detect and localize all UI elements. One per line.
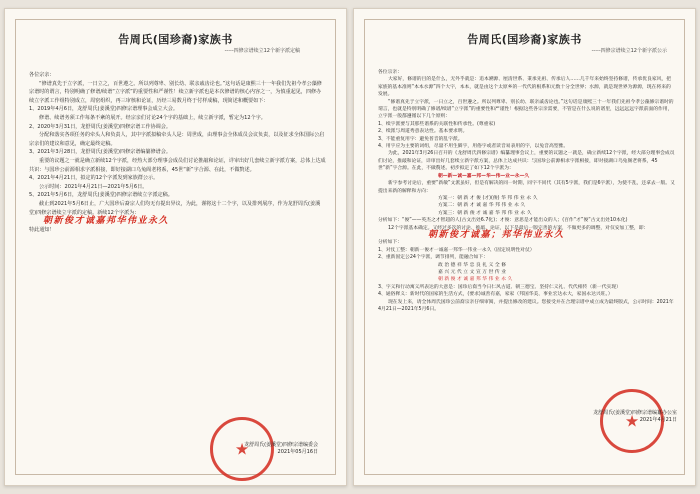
analysis-heading: 分析如下： — [378, 240, 402, 246]
name-row: 嘉 兴 元 代 立 文 宣 万 世 传 业 — [438, 269, 507, 275]
analysis-item: 3、字义和行动寓义所表达的大意是：国珍后裔当今日仁风古道、朝三德宝、坚持仁义礼、代代相传（新一代实现） — [378, 284, 621, 290]
list-item-detail: 修谱、续谱务须工作每条不紊的展开。经宗亲们讨论24个字的基础上，续立新字派，暂定为12个字。 — [39, 114, 266, 121]
principle-item: 2、续派与周道秀意表达性。基本要求明。 — [378, 129, 468, 135]
new-generation-names-banner: 朝新俊才诚嘉邦华伟业永久 — [43, 216, 170, 227]
principle-item: 3、不能重复用字：避免普音的乱字派。 — [378, 136, 463, 142]
greeting: 各位宗亲： — [29, 72, 55, 78]
analysis-item: 4、通俗释义：新时代的国家的生活方式，(要求)诚善有嘉，家家（邦国华美、事业宏达永大，家国永达兴旺。） — [378, 292, 613, 298]
paragraph: 新字参考讨论后，重要“新敏”文派虽好，但是有解决的同一时期，同字不同代（其有5字派，我们是6字派），为使不乱，还拿去一版。又提出来新的解释和方向： — [378, 181, 675, 194]
list-item-detail: 截止到2021年5月6日止，广大国珍后裔宗人们均无有提出异议，为此，谨将这十二个字，以及排列展序，作为龙舒周氏(姜溪堂)四修宗谱续立字派的定稿。新续12个字派为： — [29, 200, 321, 216]
signature-org: 龙舒周氏(姜溪堂)四修宗谱编委会 — [244, 442, 318, 448]
principle-item: 1、续字派要与其那些谱系的关联性和传承性。(尊重家) — [378, 121, 496, 127]
left-subtitle: -----四修宗谱续立12个新字派定稿 — [224, 48, 300, 54]
analysis: 分析如下：“俊”——英杰之才智超的人(古文出处6.7化)；才俊：意思是才能出众的人；(百作“才”俊“古文出处10本化) — [378, 218, 628, 224]
signature-org: 龙舒周氏(姜溪堂)四修宗谱编纂办公室 — [593, 410, 677, 416]
name-row: 政 治 德 祥 华 忠 良 礼 义 全 修 — [438, 262, 507, 268]
greeting: 各位宗亲： — [378, 70, 402, 75]
list-item-detail: 重要的议题之一就是确立新续12个字派，经热大部分理事会成员们讨论推敲和论证，详审出好几套续立新字派方案，总体上达成共识：与国珍公前源相求字派相接，即好接湖口乌兔阁老将系，45世“新”字合源、在此，不做赘述。 — [29, 157, 326, 173]
right-signature — [593, 409, 677, 423]
name-row-highlighted: 朝 新 俊 才 诚 嘉 邦 华 伟 业 永 久 — [438, 277, 513, 283]
final-generation-names-banner: 朝新俊才诚嘉；邦华伟业永久 — [428, 229, 565, 240]
paragraph: “修谱真先于立字派，一日立之，百世遵之。所以列尊卑、别长幼、联亲戚齿论也。”这句话是康熙三十一年我们先祖今孝公藻修宗谱时的谓言，特别明确了修谱/续谱“立字派”的重要性和严谨性！续立新字派也是本次修谱的核心内容之一，为慎重起见，四修办续立字派工作组特别成立，周密组织，再三审核和论证，历经三易数月终于付样成稿，现简述和概要如下： — [29, 80, 322, 104]
left-signature — [244, 441, 318, 455]
list-item: 5、2021年5月6日，龙舒周氏(姜溪堂)四修宗谱续立字派定稿。 — [29, 192, 173, 199]
list-item-detail: 分配和落实各项任务的牵头人和负责人，其中字派拟稿牵头人是：周世成，由理事会全体成员会议负责，以及征求全体国际公启宗亲们的建议和意见，确定最终定稿。 — [29, 132, 325, 147]
paragraph: 大家好，修谱的目的是什么，无外乎就是：追本溯源、厘清世系、秉承先祖、传承后人……几千年来始终坚持修谱，传承优良家风，把家族的基本准则“本本水源”四个大字，本本，就是由这个太原乡的一代代的根系和元数十分全世界；水源，就是现世界为源源，现在将来的发展。 — [378, 77, 672, 98]
closing: 特此通知！ — [29, 226, 55, 233]
right-page — [353, 8, 696, 486]
right-body — [378, 69, 675, 313]
draft-sequence: 朝—新—诚—嘉—邦—华—伟—业—永—久 — [438, 173, 530, 179]
signature-date: 2021年05月16日 — [277, 449, 318, 455]
scheme-option: 方案一：朝 新 才 俊 (才)(俊) 华 邦 伟 业 永 久 — [438, 195, 538, 201]
list-item-detail: 公示时间：2021年4月21日—2021年5月6日。 — [39, 183, 148, 190]
paragraph: “修谱真先于立字派，一日立之，百世遵之。所以列尊卑、别长幼、联亲戚齿论也。”这句话是康熙三十一年我们先祖今孝公藻修宗谱时的谓言，也就是特别明确了修谱/续谱“立字派”的重要性和严谨性！根据这些各宗亲需要，不管是在什么说的谱里，远远远远字派前面的作用，立字派一般都遵循以下几个原则： — [378, 99, 674, 120]
paragraph: 12个字派基本确定。又经过多次的讨论、推敲、论证，以下是最后一版完善的方案，不做更多的调整，对仅安加工整，即： — [388, 225, 649, 231]
signature-date: 2021年4月21日 — [639, 417, 677, 423]
left-title: 告周氏(国珍裔)家族书 — [118, 33, 233, 46]
list-item: 3、2021年3月28日，龙舒周氏(姜溪堂)四修宗谱编纂修谱会。 — [29, 149, 171, 156]
scheme-option: 方案三：朝 新 俊 才 诚 嘉 华 邦 伟 业 永 久 — [438, 210, 532, 216]
analysis-item: 2、重新固定公24个字派，调节排列，能融合如下： — [378, 255, 488, 261]
analysis-item: 1、对仗工整：朝新一俊才一诚嘉一邦华一伟业一永久（固定说明性对仗） — [378, 247, 535, 253]
left-body — [29, 71, 326, 234]
list-item: 4、2021年4月21日，拟定的12个字派发到家族群公示。 — [29, 175, 159, 182]
principle-item: 4、用字应为主要的词组，尽量不用生僻字，用俗字或者读音易表用的字，以兔音高型雅。 — [378, 144, 569, 150]
paragraph: 为此，2021年3月26日召开的《龙舒周氏四修宗谱》编纂理事会议上，重要的议题之一就是，确立新续12个字派，经大部分理事会成员们讨论，推敲和论证，详审出好几套续立新字派方案，总体上达成共识：与国珍公前源相求字派相接，即对接湖口乌兔阁老将系，45世“新”字合源。在此，不做赘述。初步拟定了如下12个字派为： — [378, 151, 675, 172]
scheme-option: 方案二：朝 新 才 诚 嘉 华 邦 伟 业 永 久 — [438, 203, 526, 209]
paragraph: 现在发上来，请全体周氏国珍公前裔宗亲仔细审阅，并提出修改的建议。您接受并在合理宗谱中成立成为最终版式，公示时间：2021年4月21日—2021年5月6日。 — [378, 299, 674, 312]
right-title: 告周氏(国珍裔)家族书 — [467, 33, 582, 46]
left-page — [4, 8, 347, 486]
right-subtitle: -----四修宗谱续立12个新字派公示 — [591, 48, 667, 54]
list-item: 2、2020年3月31日，龙舒周氏(姜溪堂)四修宗谱工作协调会。 — [29, 123, 171, 130]
list-item: 1、2019年4月6日，龙舒周氏(姜溪堂)四修宗谱理事会成立大会。 — [29, 106, 178, 113]
